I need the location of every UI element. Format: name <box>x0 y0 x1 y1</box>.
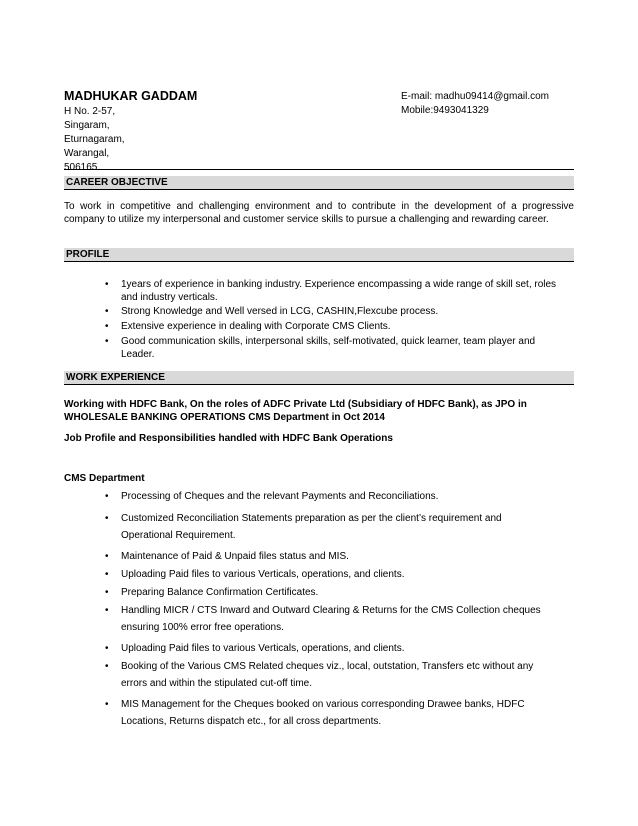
bullet-icon: • <box>105 336 109 347</box>
mobile: Mobile:9493041329 <box>401 105 489 116</box>
work-item: Handling MICR / CTS Inward and Outward Clearing & Returns for the CMS Collection cheques ensuring 100% error free operations. <box>121 605 541 633</box>
address-line-5: 506165. <box>64 162 101 173</box>
bullet-icon: • <box>105 306 109 317</box>
address-line-3: Eturnagaram, <box>64 134 125 145</box>
work-item: Processing of Cheques and the relevant Payments and Reconciliations. <box>121 491 439 502</box>
work-item: Uploading Paid files to various Verticals, operations, and clients. <box>121 569 405 580</box>
bullet-icon: • <box>105 491 109 502</box>
profile-item: 1years of experience in banking industry. Experience encompassing a wide range of skill set, roles and industry verticals. <box>121 279 557 303</box>
bullet-icon: • <box>105 321 109 332</box>
bullet-icon: • <box>105 643 109 654</box>
address-line-1: H No. 2-57, <box>64 106 116 117</box>
bullet-icon: • <box>105 587 109 598</box>
profile-item: Good communication skills, interpersonal skills, self-motivated, quick learner, team player and Leader. <box>121 336 536 360</box>
work-item: MIS Management for the Cheques booked on various corresponding Drawee banks, HDFC Locations, Returns dispatch etc., for all cross departments. <box>121 699 525 727</box>
bullet-icon: • <box>105 699 109 710</box>
bullet-icon: • <box>105 551 109 562</box>
bullet-icon: • <box>105 513 109 524</box>
profile-item: Extensive experience in dealing with Corporate CMS Clients. <box>121 321 391 332</box>
work-item: Preparing Balance Confirmation Certificates. <box>121 587 319 598</box>
career-objective-text: To work in competitive and challenging environment and to contribute in the development of a progressive company to utilize my interpersonal and customer service skills to pursue a challenging and rewarding career. <box>64 201 574 225</box>
bullet-icon: • <box>105 279 109 290</box>
bullet-icon: • <box>105 661 109 672</box>
address-line-2: Singaram, <box>64 120 110 131</box>
header-divider <box>64 169 574 170</box>
bullet-icon: • <box>105 605 109 616</box>
work-item: Booking of the Various CMS Related cheques viz., local, outstation, Transfers etc without any errors and within the stipulated cut-off time. <box>121 661 534 689</box>
work-experience-heading: WORK EXPERIENCE <box>64 371 574 385</box>
profile-heading: PROFILE <box>64 248 574 262</box>
work-item: Customized Reconciliation Statements preparation as per the client’s requirement and Operational Requirement. <box>121 513 502 541</box>
work-item: Uploading Paid files to various Verticals, operations, and clients. <box>121 643 405 654</box>
profile-item: Strong Knowledge and Well versed in LCG, CASHIN,Flexcube process. <box>121 306 439 317</box>
responsibilities-title: Job Profile and Responsibilities handled with HDFC Bank Operations <box>64 433 393 444</box>
work-item: Maintenance of Paid & Unpaid files status and MIS. <box>121 551 349 562</box>
work-role: Working with HDFC Bank, On the roles of ADFC Private Ltd (Subsidiary of HDFC Bank), as JPO in WHOLESALE BANKING OPERATIONS CMS Department in Oct 2014 <box>64 399 527 423</box>
email: E-mail: madhu09414@gmail.com <box>401 91 549 102</box>
career-objective-heading: CAREER OBJECTIVE <box>64 176 574 190</box>
bullet-icon: • <box>105 569 109 580</box>
candidate-name: MADHUKAR GADDAM <box>64 89 198 103</box>
department-title: CMS Department <box>64 473 145 484</box>
address-line-4: Warangal, <box>64 148 110 159</box>
